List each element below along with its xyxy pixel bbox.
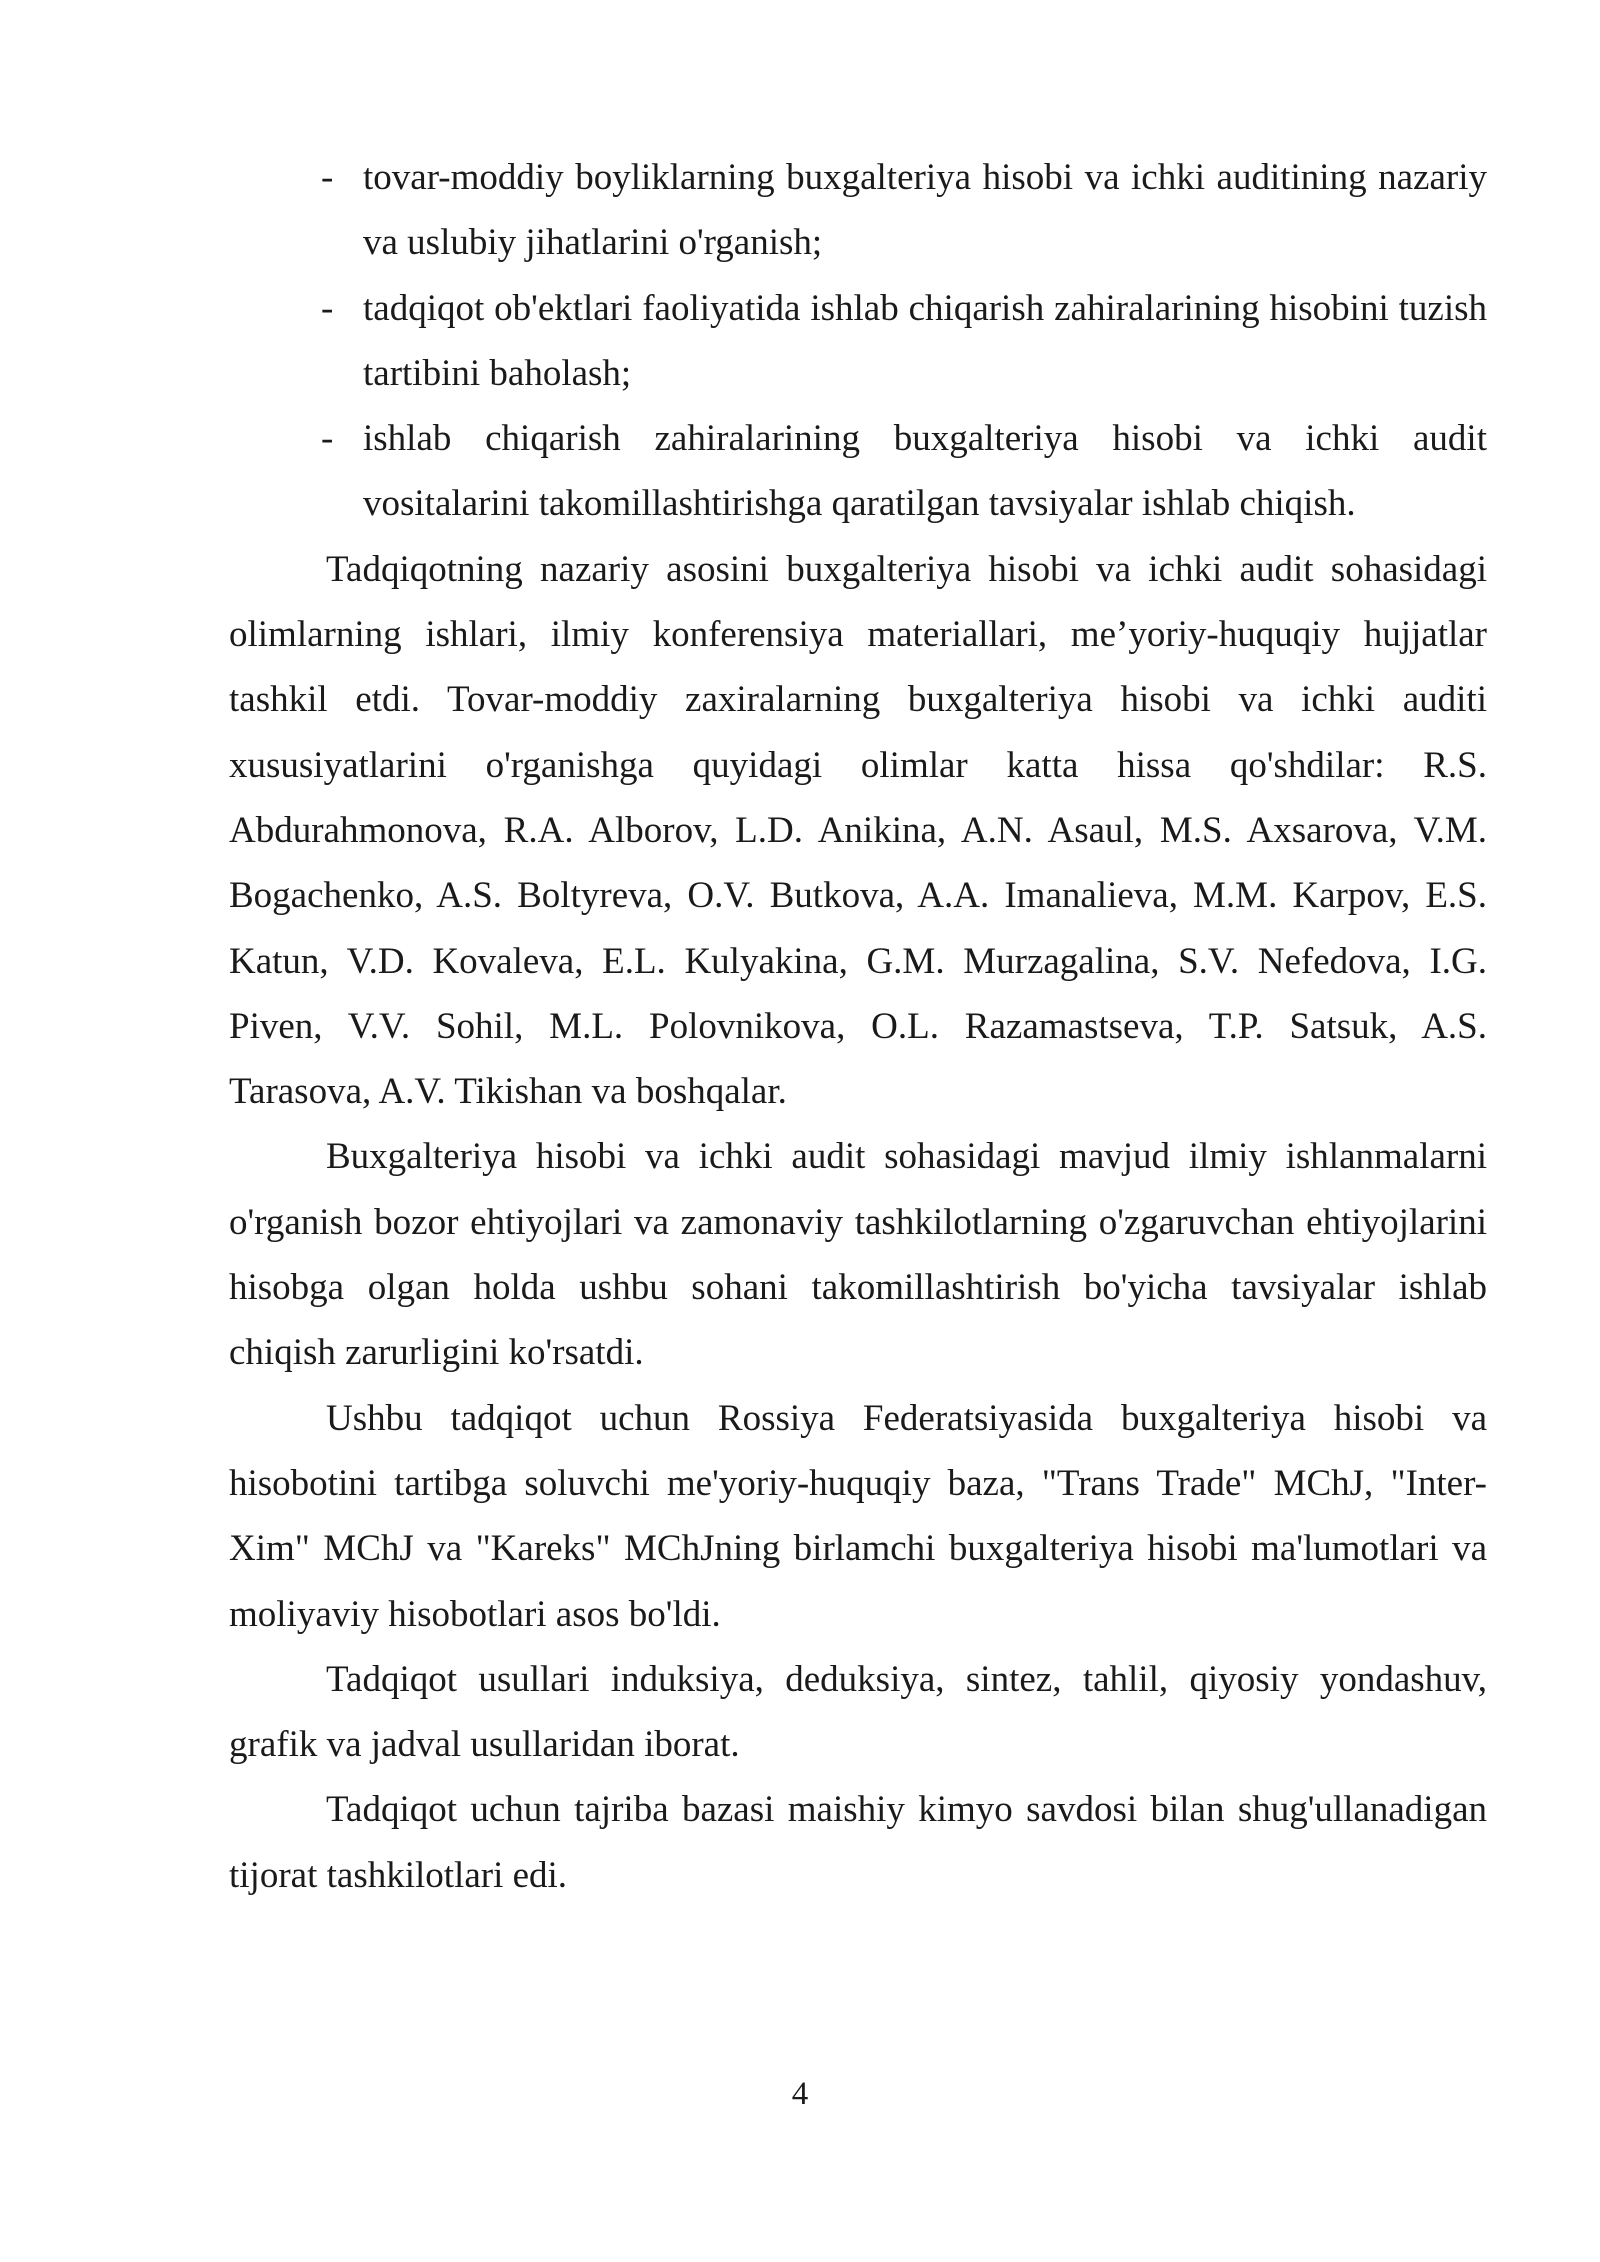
dash-marker: - <box>321 287 334 329</box>
paragraph-research-need: Buxgalteriya hisobi va ichki audit sohasidagi mavjud ilmiy ishlanmalarni o'rganish bozor ehtiyojlari va zamonaviy tashkilotlarning o'zgaruvchan ehtiyojlarini hisobga olgan holda ushbu sohani takomillashtirish bo'yicha tavsiyalar ishlab chiqish zarurligini ko'rsatdi. <box>229 1136 1487 1374</box>
paragraph-experimental-base: Tadqiqot uchun tajriba bazasi maishiy kimyo savdosi bilan shug'ullanadigan tijorat tashkilotlari edi. <box>229 1789 1487 1896</box>
paragraph-information-base: Ushbu tadqiqot uchun Rossiya Federatsiyasida buxgalteriya hisobi va hisobotini tartibga soluvchi me'yoriy-huquqiy baza, "Trans Trade" MChJ, "Inter-Xim" MChJ va "Kareks" MChJning birlamchi buxgalteriya hisobi ma'lumotlari va moliyaviy hisobotlari asos bo'ldi. <box>229 1397 1487 1635</box>
list-item <box>229 276 1487 407</box>
page-body <box>229 145 1487 1908</box>
list-item-text: tovar-moddiy boyliklarning buxgalteriya hisobi va ichki auditining nazariy va uslubiy jihatlarini o'rganish; <box>363 157 1487 264</box>
page-number: 4 <box>791 2076 809 2112</box>
objectives-list <box>229 145 1487 537</box>
list-item <box>229 145 1487 276</box>
paragraph-research-methods: Tadqiqot usullari induksiya, deduksiya, sintez, tahlil, qiyosiy yondashuv, grafik va jadval usullaridan iborat. <box>229 1658 1487 1766</box>
paragraph-theoretical-basis: Tadqiqotning nazariy asosini buxgalteriya hisobi va ichki audit sohasidagi olimlarning ishlari, ilmiy konferensiya materiallari, me’yoriy-huquqiy hujjatlar tashkil etdi. Tovar-moddiy zaxiralarning buxgalteriya hisobi va ichki auditi xususiyatlarini o'rganishga quyidagi olimlar katta hissa qo'shdilar: R.S. Abdurahmonova, R.A. Alborov, L.D. Anikina, A.N. Asaul, M.S. Axsarova, V.M. Bogachenko, A.S. Boltyreva, O.V. Butkova, A.A. Imanalieva, M.M. Karpov, E.S. Katun, V.D. Kovaleva, E.L. Kulyakina, G.M. Murzagalina, S.V. Nefedova, I.G. Piven, V.V. Sohil, M.L. Polovnikova, O.L. Razamastseva, T.P. Satsuk, A.S. Tarasova, A.V. Tikishan va boshqalar. <box>229 548 1487 1113</box>
dash-marker: - <box>321 157 334 198</box>
list-item-text: ishlab chiqarish zahiralarining buxgalteriya hisobi va ichki audit vositalarini takomillashtirishga qaratilgan tavsiyalar ishlab chiqish. <box>363 418 1487 525</box>
dash-marker: - <box>321 418 334 460</box>
list-item-text: tadqiqot ob'ektlari faoliyatida ishlab chiqarish zahiralarining hisobini tuzish tartibini baholash; <box>363 287 1487 394</box>
list-item <box>229 406 1487 537</box>
